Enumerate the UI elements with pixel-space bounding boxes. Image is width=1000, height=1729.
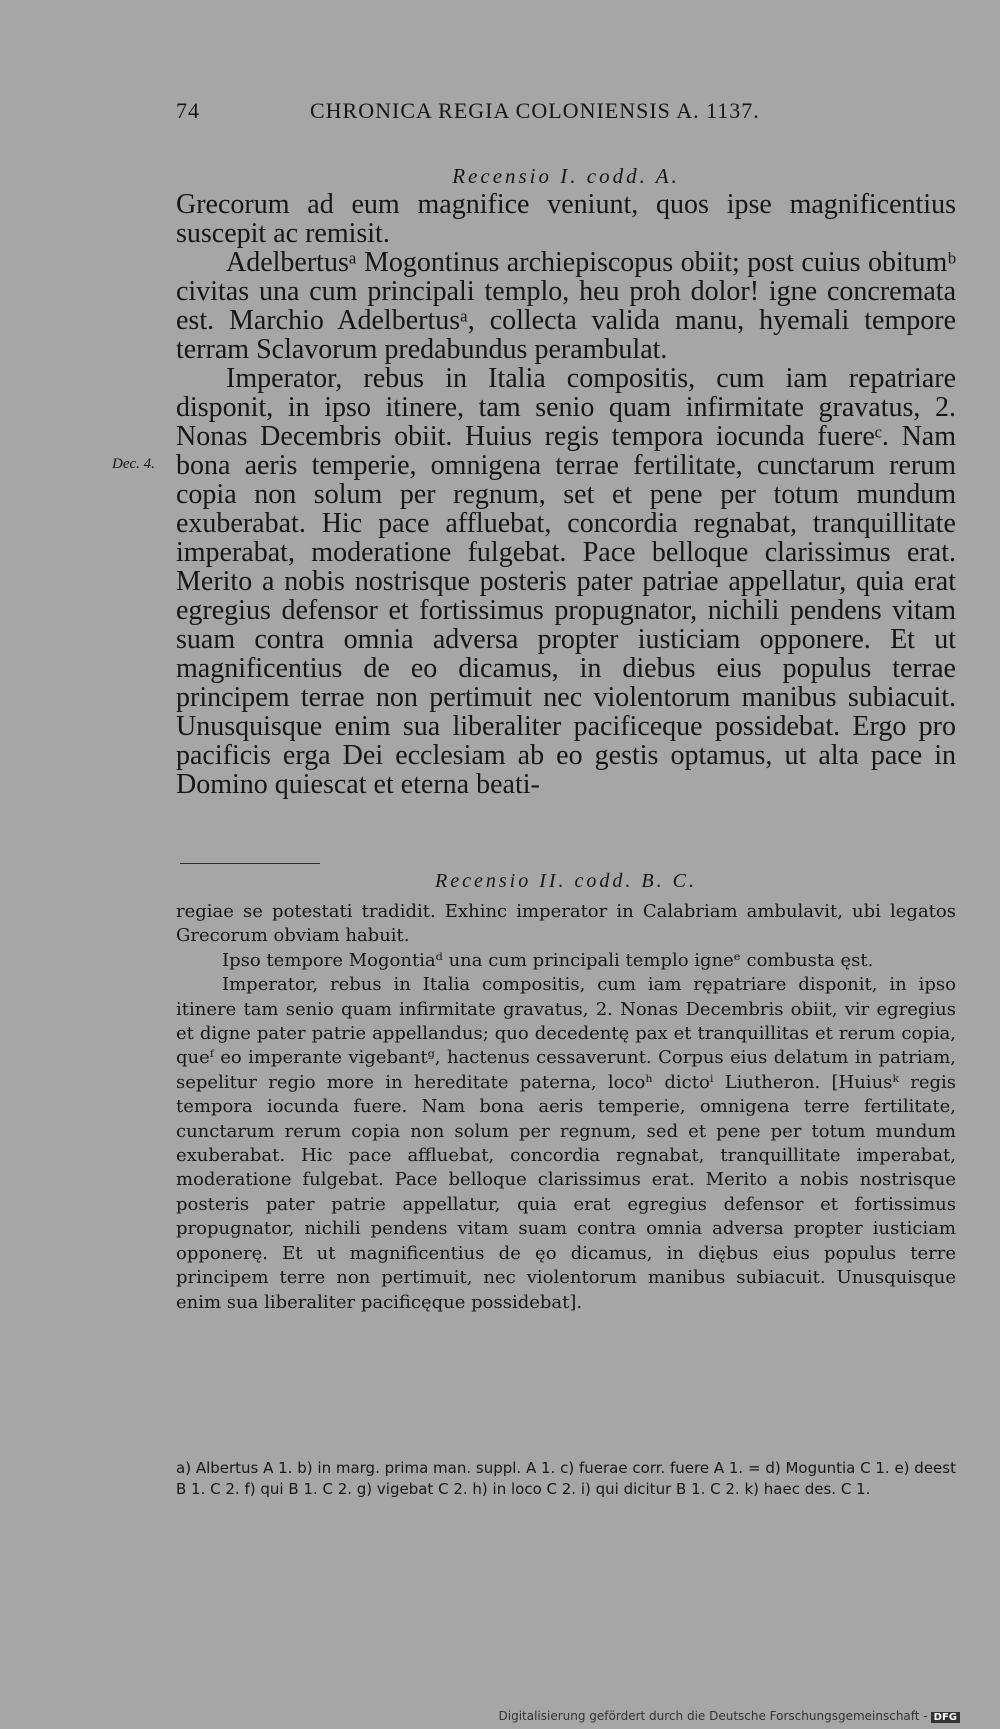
footer-text: Digitalisierung gefördert durch die Deutsche Forschungsgemeinschaft -	[498, 1709, 928, 1723]
page-number: 74	[176, 98, 200, 123]
footer-credit	[499, 1709, 961, 1723]
footnotes: a) Albertus A 1. b) in marg. prima man. suppl. A 1. c) fuerae corr. fuere A 1. = d) Moguntia C 1. e) deest B 1. C 2. f) qui B 1. C 2. g) vigebat C 2. h) in loco C 2. i) qui dicitur B 1. C 2. k) haec des. C 1.	[176, 1459, 956, 1498]
recension-2-text	[176, 900, 956, 1315]
recension-1-paragraph: Adelbertusᵃ Mogontinus archiepiscopus obiit; post cuius obitumᵇ civitas una cum principali templo, heu proh dolor! igne concremata est. Marchio Adelbertusᵃ, collecta valida manu, hyemali tempore terram Sclavorum predabundus perambulat.	[176, 247, 956, 365]
recension-2-heading: Recensio II. codd. B. C.	[435, 870, 697, 892]
recension-1-paragraph: Grecorum ad eum magnifice veniunt, quos ipse magnificentius suscepit ac remisit.	[176, 189, 956, 249]
recension-1-paragraph: Imperator, rebus in Italia compositis, cum iam repatriare disponit, in ipso itinere, tam senio quam infirmitate gravatus, 2. Nonas Decembris obiit. Huius regis tempora iocunda fuereᶜ. Nam bona aeris temperie, omnigena terrae fertilitate, cunctarum rerum copia non solum per regnum, set et pene per totum mundum exuberabat. Hic pace affluebat, concordia regnabat, tranquillitate imperabat, moderatione fulgebat. Pace belloque clarissimus erat. Merito a nobis nostrisque posteris pater patriae appellatur, quia erat egregius defensor et fortissimus propugnator, nichili pendens vitam suam contra omnia adversa propter iusticiam opponere. Et ut magnificentius de eo dicamus, in diebus eius populus terrae principem terrae non pertimuit nec violentorum manibus subiacuit. Unusquisque enim sua liberaliter pacificeque possidebat. Ergo pro pacificis erga Dei ecclesiam ab eo gestis optamus, ut alta pace in Domino quiescat et eterna beati-	[176, 363, 956, 800]
running-title: CHRONICA REGIA COLONIENSIS A. 1137.	[310, 98, 760, 123]
dfg-logo: DFG	[931, 1712, 960, 1723]
recension-1-heading: Recensio I. codd. A.	[452, 164, 680, 188]
recension-2-paragraph: regiae se potestati tradidit. Exhinc imperator in Calabriam ambulavit, ubi legatos Grecorum obviam habuit.	[176, 901, 956, 947]
recension-2-paragraph: Imperator, rebus in Italia compositis, cum iam rępatriare disponit, in ipso itinere tam senio quam infirmitate gravatus, 2. Nonas Decembris obiit, vir egregius et digne pater patrie appellandus; quo decedentę pax et tranquillitas et rerum copia, queᶠ eo imperante vigebantᵍ, hactenus cessaverunt. Corpus eius delatum in patriam, sepelitur regio more in hereditate paterna, locoʰ dictoⁱ Liutheron. [Huiusᵏ regis tempora iocunda fuere. Nam bona aeris temperie, omnigena terre fertilitate, cunctarum rerum copia non solum per regnum, sed et pene per totum mundum exuberabat. Hic pace affluebat, concordia regnabat, tranquillitate imperabat, moderatione fulgebat. Pace belloque clarissimus erat. Merito a nobis nostrisque posteris pater patrie appellatur, quia erat egregius defensor et fortissimus propugnator, nichili pendens vitam suam contra omnia adversa propter iusticiam opponerę. Et ut magnificentius de ęo dicamus, in diębus eius populus terre principem terre non pertimuit, nec violentorum manibus subiacuit. Unusquisque enim sua liberaliter pacificęque possidebat].	[176, 974, 956, 1313]
recension-1-text	[176, 190, 956, 799]
margin-date: Dec. 4.	[112, 456, 155, 472]
recension-2-paragraph: Ipso tempore Mogontiaᵈ una cum principali templo igneᵉ combusta ęst.	[222, 949, 874, 971]
divider-rule	[180, 863, 320, 864]
